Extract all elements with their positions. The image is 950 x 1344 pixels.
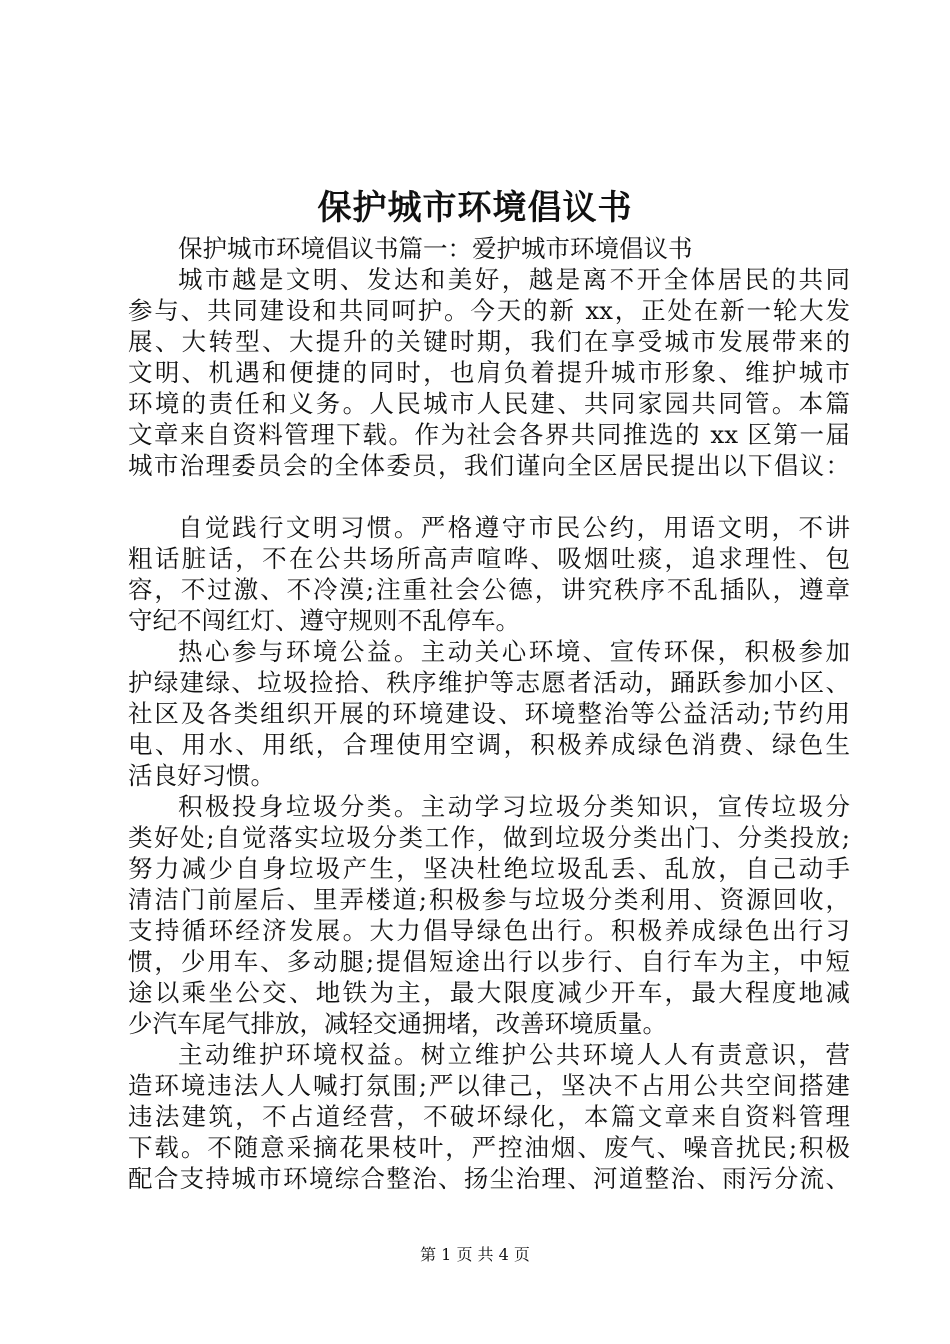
paragraph-line: 途以乘坐公交、地铁为主，最大限度减少开车，最大程度地减	[128, 978, 850, 1007]
paragraph-line: 下载。不随意采摘花果枝叶，严控油烟、废气、噪音扰民;积极	[128, 1133, 850, 1162]
paragraph-line: 努力减少自身垃圾产生，坚决杜绝垃圾乱丢、乱放，自己动手	[128, 854, 850, 883]
paragraph-line: 支持循环经济发展。大力倡导绿色出行。积极养成绿色出行习	[128, 916, 850, 945]
paragraph	[128, 512, 850, 636]
paragraph-line: 电、用水、用纸，合理使用空调，积极养成绿色消费、绿色生	[128, 730, 850, 759]
paragraph-line: 积极投身垃圾分类。主动学习垃圾分类知识，宣传垃圾分	[178, 792, 850, 821]
paragraph-line: 主动维护环境权益。树立维护公共环境人人有责意识，营	[178, 1040, 850, 1069]
paragraph-line: 城市治理委员会的全体委员，我们谨向全区居民提出以下倡议：	[128, 451, 850, 480]
paragraph-line: 城市越是文明、发达和美好，越是离不开全体居民的共同	[178, 265, 850, 294]
paragraph-line: 配合支持城市环境综合整治、扬尘治理、河道整治、雨污分流、	[128, 1164, 850, 1193]
paragraph-line: 社区及各类组织开展的环境建设、环境整治等公益活动;节约用	[128, 699, 850, 728]
paragraph-line: 造环境违法人人喊打氛围;严以律己，坚决不占用公共空间搭建	[128, 1071, 850, 1100]
paragraph-line: 惯，少用车、多动腿;提倡短途出行以步行、自行车为主，中短	[128, 947, 850, 976]
paragraph	[128, 636, 850, 791]
paragraph-line: 自觉践行文明习惯。严格遵守市民公约，用语文明，不讲	[178, 513, 850, 542]
paragraph-line: 少汽车尾气排放，减轻交通拥堵，改善环境质量。	[128, 1009, 667, 1038]
paragraph-line: 容，不过激、不冷漠;注重社会公德，讲究秩序不乱插队，遵章	[128, 575, 850, 604]
document-title: 保护城市环境倡议书	[317, 188, 633, 228]
paragraph-line: 护绿建绿、垃圾捡拾、秩序维护等志愿者活动，踊跃参加小区、	[128, 668, 850, 697]
document-subtitle: 保护城市环境倡议书篇一：爱护城市环境倡议书	[178, 234, 693, 263]
paragraph-line: 清洁门前屋后、里弄楼道;积极参与垃圾分类利用、资源回收，	[128, 885, 850, 914]
paragraph-line: 参与、共同建设和共同呵护。今天的新 xx，正处在新一轮大发	[128, 296, 850, 325]
paragraph-line: 展、大转型、大提升的关键时期，我们在享受城市发展带来的	[128, 327, 850, 356]
paragraph-line: 文明、机遇和便捷的同时，也肩负着提升城市形象、维护城市	[128, 358, 850, 387]
page-number: 第 1 页 共 4 页	[420, 1245, 530, 1264]
document-body	[128, 233, 850, 1194]
paragraph-line: 文章来自资料管理下载。作为社会各界共同推选的 xx 区第一届	[128, 420, 850, 449]
paragraph	[128, 1039, 850, 1194]
paragraph-line: 粗话脏话，不在公共场所高声喧哗、吸烟吐痰，追求理性、包	[128, 544, 850, 573]
paragraph	[128, 264, 850, 481]
paragraph-line: 环境的责任和义务。人民城市人民建、共同家园共同管。本篇	[128, 389, 850, 418]
paragraph-line: 热心参与环境公益。主动关心环境、宣传环保，积极参加	[178, 637, 850, 666]
paragraph-line: 活良好习惯。	[128, 761, 275, 790]
paragraph-line: 违法建筑，不占道经营，不破坏绿化，本篇文章来自资料管理	[128, 1102, 850, 1131]
paragraph-line: 守纪不闯红灯、遵守规则不乱停车。	[128, 606, 520, 635]
paragraph-line: 类好处;自觉落实垃圾分类工作，做到垃圾分类出门、分类投放;	[128, 823, 850, 852]
paragraph	[128, 791, 850, 1039]
blank-line	[128, 481, 850, 512]
